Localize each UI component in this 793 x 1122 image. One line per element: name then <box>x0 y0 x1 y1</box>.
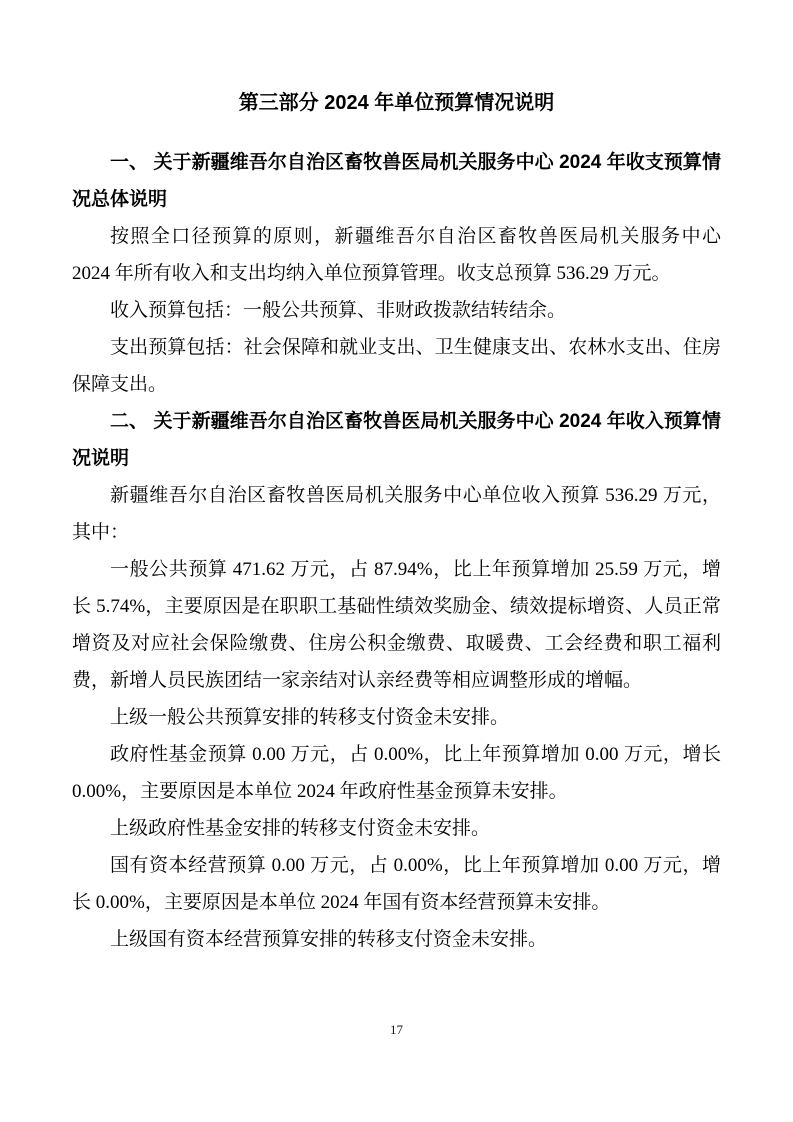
page-title: 第三部分 2024 年单位预算情况说明 <box>238 92 555 114</box>
page-number: 17 <box>390 1022 403 1037</box>
body-paragraph: 支出预算包括：社会保障和就业支出、卫生健康支出、农林水支出、住房保障支出。 <box>72 337 721 395</box>
body-paragraph: 新疆维吾尔自治区畜牧兽医局机关服务中心单位收入预算 536.29 万元，其中： <box>72 485 721 543</box>
document-content <box>72 85 721 958</box>
body-paragraph: 上级政府性基金安排的转移支付资金未安排。 <box>110 818 491 839</box>
body-paragraph: 国有资本经营预算 0.00 万元，占 0.00%，比上年预算增加 0.00 万元，增长 0.00%，主要原因是本单位 2024 年国有资本经营预算未安排。 <box>72 855 721 913</box>
section-heading-2: 二、 关于新疆维吾尔自治区畜牧兽医局机关服务中心 2024 年收入预算情况说明 <box>72 411 721 469</box>
body-paragraph: 收入预算包括：一般公共预算、非财政拨款结转结余。 <box>110 300 567 321</box>
body-paragraph: 一般公共预算 471.62 万元，占 87.94%，比上年预算增加 25.59 万元，增长 5.74%，主要原因是在职职工基础性绩效奖励金、绩效提标增资、人员正常增资及对应社会保险缴费、住房公积金缴费、取暖费、工会经费和职工福利费，新增人员民族团结一家亲结对认亲经费等相应调整形成的增幅。 <box>72 559 721 691</box>
body-paragraph: 政府性基金预算 0.00 万元，占 0.00%，比上年预算增加 0.00 万元，增长 0.00%，主要原因是本单位 2024 年政府性基金预算未安排。 <box>72 744 721 802</box>
body-paragraph: 按照全口径预算的原则，新疆维吾尔自治区畜牧兽医局机关服务中心 2024 年所有收入和支出均纳入单位预算管理。收支总预算 536.29 万元。 <box>72 226 721 284</box>
body-paragraph: 上级一般公共预算安排的转移支付资金未安排。 <box>110 707 510 728</box>
section-heading-1: 一、 关于新疆维吾尔自治区畜牧兽医局机关服务中心 2024 年收支预算情况总体说明 <box>72 152 721 210</box>
body-paragraph: 上级国有资本经营预算安排的转移支付资金未安排。 <box>110 929 548 950</box>
